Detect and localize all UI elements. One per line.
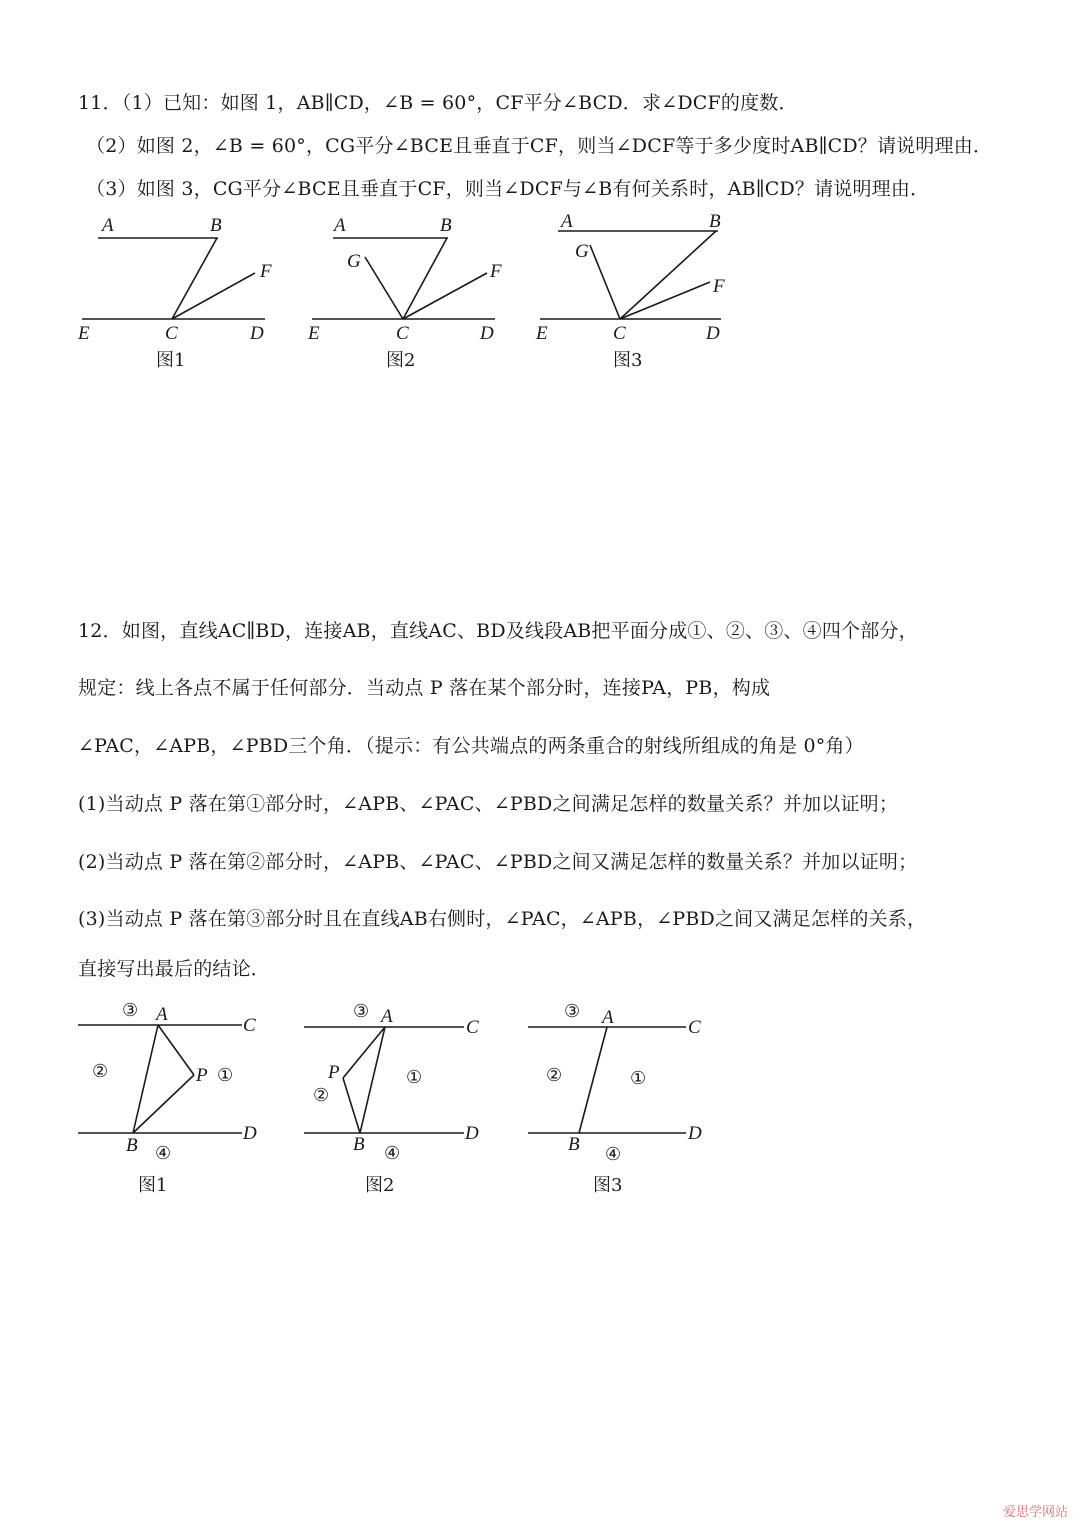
label-f: F xyxy=(713,276,725,297)
label-a: A xyxy=(156,1004,168,1025)
region-1: ① xyxy=(217,1065,234,1086)
label-a: A xyxy=(381,1006,393,1027)
label-c: C xyxy=(613,323,626,344)
figure-caption: 图3 xyxy=(593,1175,623,1196)
figure-caption: 图3 xyxy=(613,350,643,371)
q11-figure-2 xyxy=(300,205,520,379)
label-f: F xyxy=(490,261,502,282)
label-d: D xyxy=(465,1123,479,1144)
ray-cg xyxy=(365,257,403,319)
label-f: F xyxy=(260,261,272,282)
label-c: C xyxy=(466,1017,479,1038)
watermark: 爱思学网站 xyxy=(1002,1505,1068,1520)
q12-line-6: (3)当动点 P 落在第③部分时且在直线AB右侧时，∠PAC，∠APB，∠PBD之间又满足怎样的关系， xyxy=(78,908,927,930)
figure-caption: 图2 xyxy=(386,350,416,371)
q11-figure-3 xyxy=(528,205,748,379)
label-e: E xyxy=(308,323,320,344)
label-a: A xyxy=(102,215,114,236)
label-d: D xyxy=(243,1123,257,1144)
label-e: E xyxy=(78,323,90,344)
label-b: B xyxy=(568,1134,580,1155)
label-a: A xyxy=(561,211,573,232)
segment-bc xyxy=(620,231,716,319)
label-p: P xyxy=(196,1065,208,1086)
segment-ab xyxy=(133,1025,158,1133)
q11-line-1: 11．（1）已知：如图 1，AB∥CD，∠B = 60°，CF平分∠BCD．求∠DCF的度数． xyxy=(78,92,798,114)
region-4: ④ xyxy=(384,1143,401,1164)
region-2: ② xyxy=(92,1061,109,1082)
region-4: ④ xyxy=(605,1144,622,1165)
region-3: ③ xyxy=(353,1001,370,1022)
label-b: B xyxy=(709,211,721,232)
q11-line-2: （2）如图 2，∠B = 60°，CG平分∠BCE且垂直于CF，则当∠DCF等于多少度时AB∥CD？请说明理由． xyxy=(86,135,993,157)
label-c: C xyxy=(165,323,178,344)
q12-line-5: (2)当动点 P 落在第②部分时，∠APB、∠PAC、∠PBD之间又满足怎样的数量关系？并加以证明； xyxy=(78,851,918,873)
figure-caption: 图1 xyxy=(138,1175,168,1196)
region-1: ① xyxy=(630,1068,647,1089)
label-d: D xyxy=(480,323,494,344)
q12-line-3: ∠PAC，∠APB，∠PBD三个角．（提示：有公共端点的两条重合的射线所组成的角是 0°角） xyxy=(78,735,864,757)
q12-figure-3 xyxy=(522,995,732,1204)
ray-cf xyxy=(620,282,710,319)
label-d: D xyxy=(706,323,720,344)
label-a: A xyxy=(334,215,346,236)
label-c: C xyxy=(396,323,409,344)
region-3: ③ xyxy=(122,1000,139,1021)
region-1: ① xyxy=(406,1067,423,1088)
label-d: D xyxy=(250,323,264,344)
segment-ab xyxy=(579,1027,607,1133)
q12-line-1: 12．如图，直线AC∥BD，连接AB，直线AC、BD及线段AB把平面分成①、②、③、④四个部分， xyxy=(78,620,918,642)
label-g: G xyxy=(347,251,361,272)
label-a: A xyxy=(602,1007,614,1028)
label-d: D xyxy=(688,1123,702,1144)
label-b: B xyxy=(353,1134,365,1155)
q12-line-4: (1)当动点 P 落在第①部分时，∠APB、∠PAC、∠PBD之间满足怎样的数量关系？并加以证明； xyxy=(78,793,899,815)
region-2: ② xyxy=(546,1065,563,1086)
label-e: E xyxy=(536,323,548,344)
label-c: C xyxy=(243,1015,256,1036)
figure-caption: 图1 xyxy=(156,350,186,371)
segment-pb xyxy=(343,1078,360,1133)
q11-figure-1 xyxy=(70,205,290,379)
ray-cg xyxy=(590,245,620,319)
q12-line-2: 规定：线上各点不属于任何部分．当动点 P 落在某个部分时，连接PA，PB，构成 xyxy=(78,677,771,699)
region-2: ② xyxy=(313,1085,330,1106)
segment-pb xyxy=(133,1075,194,1133)
q12-figure-2 xyxy=(298,995,508,1204)
label-g: G xyxy=(575,241,589,262)
label-b: B xyxy=(126,1135,138,1156)
label-b: B xyxy=(210,215,222,236)
segment-pa xyxy=(158,1025,194,1075)
q12-figure-1 xyxy=(70,995,280,1204)
figure-caption: 图2 xyxy=(365,1175,395,1196)
label-p: P xyxy=(328,1062,340,1083)
region-3: ③ xyxy=(564,1001,581,1022)
region-4: ④ xyxy=(155,1143,172,1164)
label-c: C xyxy=(688,1017,701,1038)
label-b: B xyxy=(440,215,452,236)
q12-line-7: 直接写出最后的结论． xyxy=(78,958,271,980)
q11-line-3: （3）如图 3，CG平分∠BCE且垂直于CF，则当∠DCF与∠B有何关系时，AB∥CD？请说明理由． xyxy=(86,178,930,200)
